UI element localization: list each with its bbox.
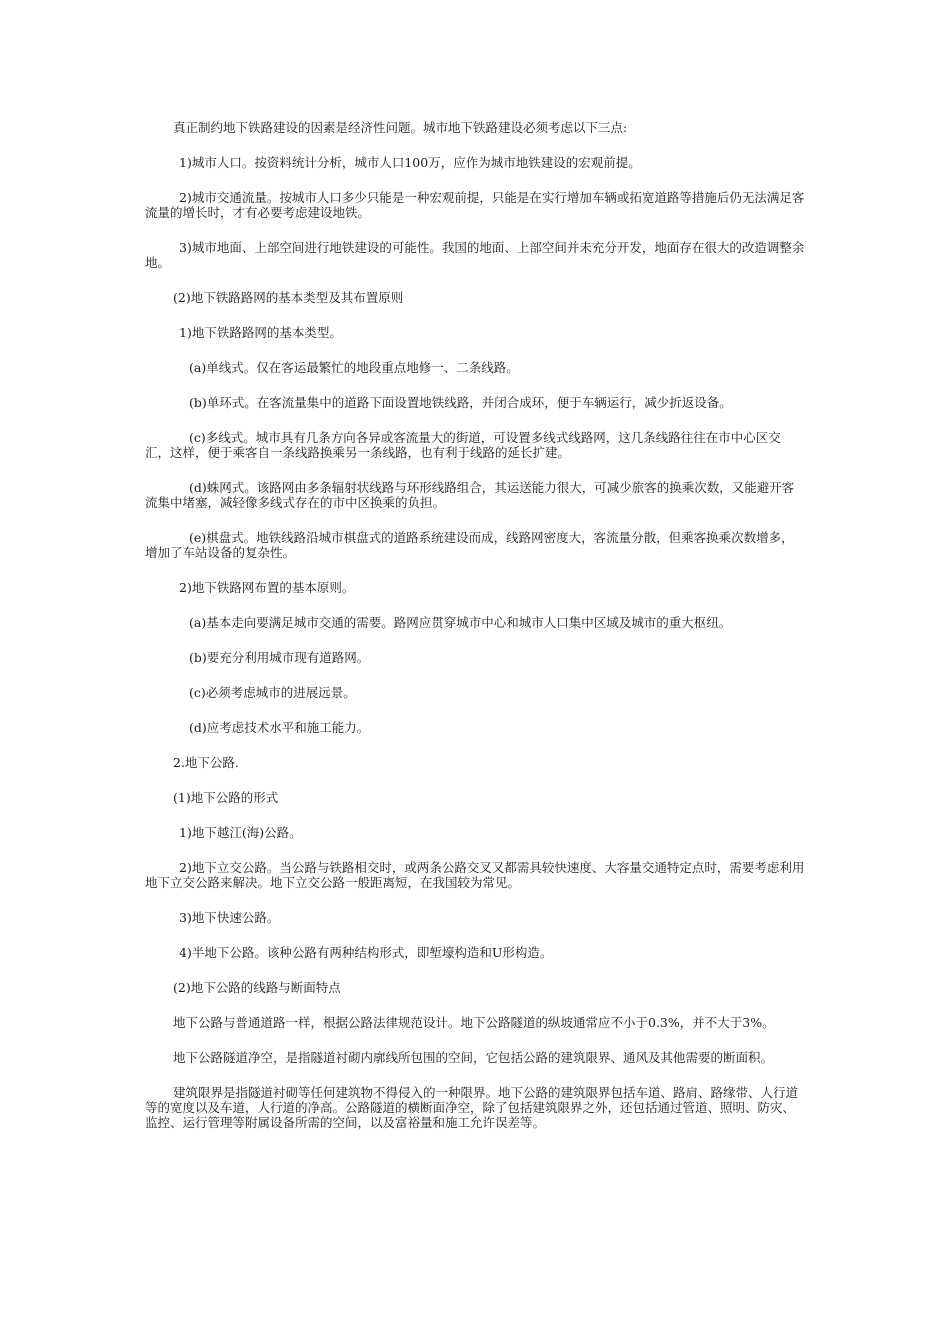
- paragraph-3: 2)城市交通流量。按城市人口多少只能是一种宏观前提，只能是在实行增加车辆或拓宽道路等措施后仍无法满足客流量的增长时，才有必要考虑建设地铁。: [145, 190, 805, 220]
- list-item-grid: (e)棋盘式。地铁线路沿城市棋盘式的道路系统建设而成，线路网密度大，客流量分散，但乘客换乘次数增多，增加了车站设备的复杂性。: [145, 530, 794, 560]
- section-heading-subway-network: (2)地下铁路路网的基本类型及其布置原则: [173, 290, 404, 305]
- document-body: [145, 120, 805, 1150]
- subsection-heading-road-forms: (1)地下公路的形式: [173, 790, 279, 805]
- list-item-principle-d: (d)应考虑技术水平和施工能力。: [189, 720, 370, 735]
- section-heading-underground-road: 2.地下公路.: [173, 755, 239, 770]
- list-item-principle-a: (a)基本走向要满足城市交通的需要。路网应贯穿城市中心和城市人口集中区域及城市的重大枢纽。: [189, 615, 732, 630]
- paragraph-21: 3)地下快速公路。: [179, 910, 280, 925]
- paragraph-19: 1)地下越江(海)公路。: [179, 825, 302, 840]
- paragraph-1: 真正制约地下铁路建设的因素是经济性问题。城市地下铁路建设必须考虑以下三点:: [173, 120, 628, 135]
- paragraph-4: 3)城市地面、上部空间进行地铁建设的可能性。我国的地面、上部空间并未充分开发，地面存在很大的改造调整余地。: [145, 240, 805, 270]
- list-item-multi-line: (c)多线式。城市具有几条方向各异或客流量大的街道，可设置多线式线路网，这几条线路往往在市中心区交汇，这样，便于乘客自一条线路换乘另一条线路，也有利于线路的延长扩建。: [145, 430, 781, 460]
- list-item-single-ring: (b)单环式。在客流量集中的道路下面设置地铁线路，并闭合成环，便于车辆运行，减少折返设备。: [189, 395, 732, 410]
- paragraph-6: 1)地下铁路路网的基本类型。: [179, 325, 342, 340]
- subsection-heading-route-section: (2)地下公路的线路与断面特点: [173, 980, 341, 995]
- paragraph-20: 2)地下立交公路。当公路与铁路相交时，或两条公路交叉又都需具较快速度、大容量交通特定点时，需要考虑利用地下立交公路来解决。地下立交公路一般距离短，在我国较为常见。: [145, 860, 805, 890]
- list-item-principle-c: (c)必须考虑城市的进展远景。: [189, 685, 356, 700]
- paragraph-12: 2)地下铁路网布置的基本原则。: [179, 580, 355, 595]
- list-item-single-line: (a)单线式。仅在客运最繁忙的地段重点地修一、二条线路。: [189, 360, 519, 375]
- paragraph-22: 4)半地下公路。该种公路有两种结构形式，即堑壕构造和U形构造。: [179, 945, 553, 960]
- list-item-spider-web: (d)蛛网式。该路网由多条辐射状线路与环形线路组合，其运送能力很大，可减少旅客的换乘次数，又能避开客流集中堵塞，减轻像多线式存在的市中区换乘的负担。: [145, 480, 795, 510]
- list-item-principle-b: (b)要充分利用城市现有道路网。: [189, 650, 370, 665]
- paragraph-24: 地下公路与普通道路一样，根据公路法律规范设计。地下公路隧道的纵坡通常应不小于0.3%，并不大于3%。: [173, 1015, 775, 1030]
- paragraph-26: 建筑限界是指隧道衬砌等任何建筑物不得侵入的一种限界。地下公路的建筑限界包括车道、路肩、路缘带、人行道等的宽度以及车道，人行道的净高。公路隧道的横断面净空，除了包括建筑限界之外，还包括通过管道、照明、防灾、监控、运行管理等附属设备所需的空间，以及富裕量和施工允许误差等。: [145, 1085, 799, 1130]
- paragraph-2: 1)城市人口。按资料统计分析，城市人口100万，应作为城市地铁建设的宏观前提。: [179, 155, 641, 170]
- paragraph-25: 地下公路隧道净空，是指隧道衬砌内廓线所包围的空间，它包括公路的建筑限界、通风及其他需要的断面积。: [173, 1050, 774, 1065]
